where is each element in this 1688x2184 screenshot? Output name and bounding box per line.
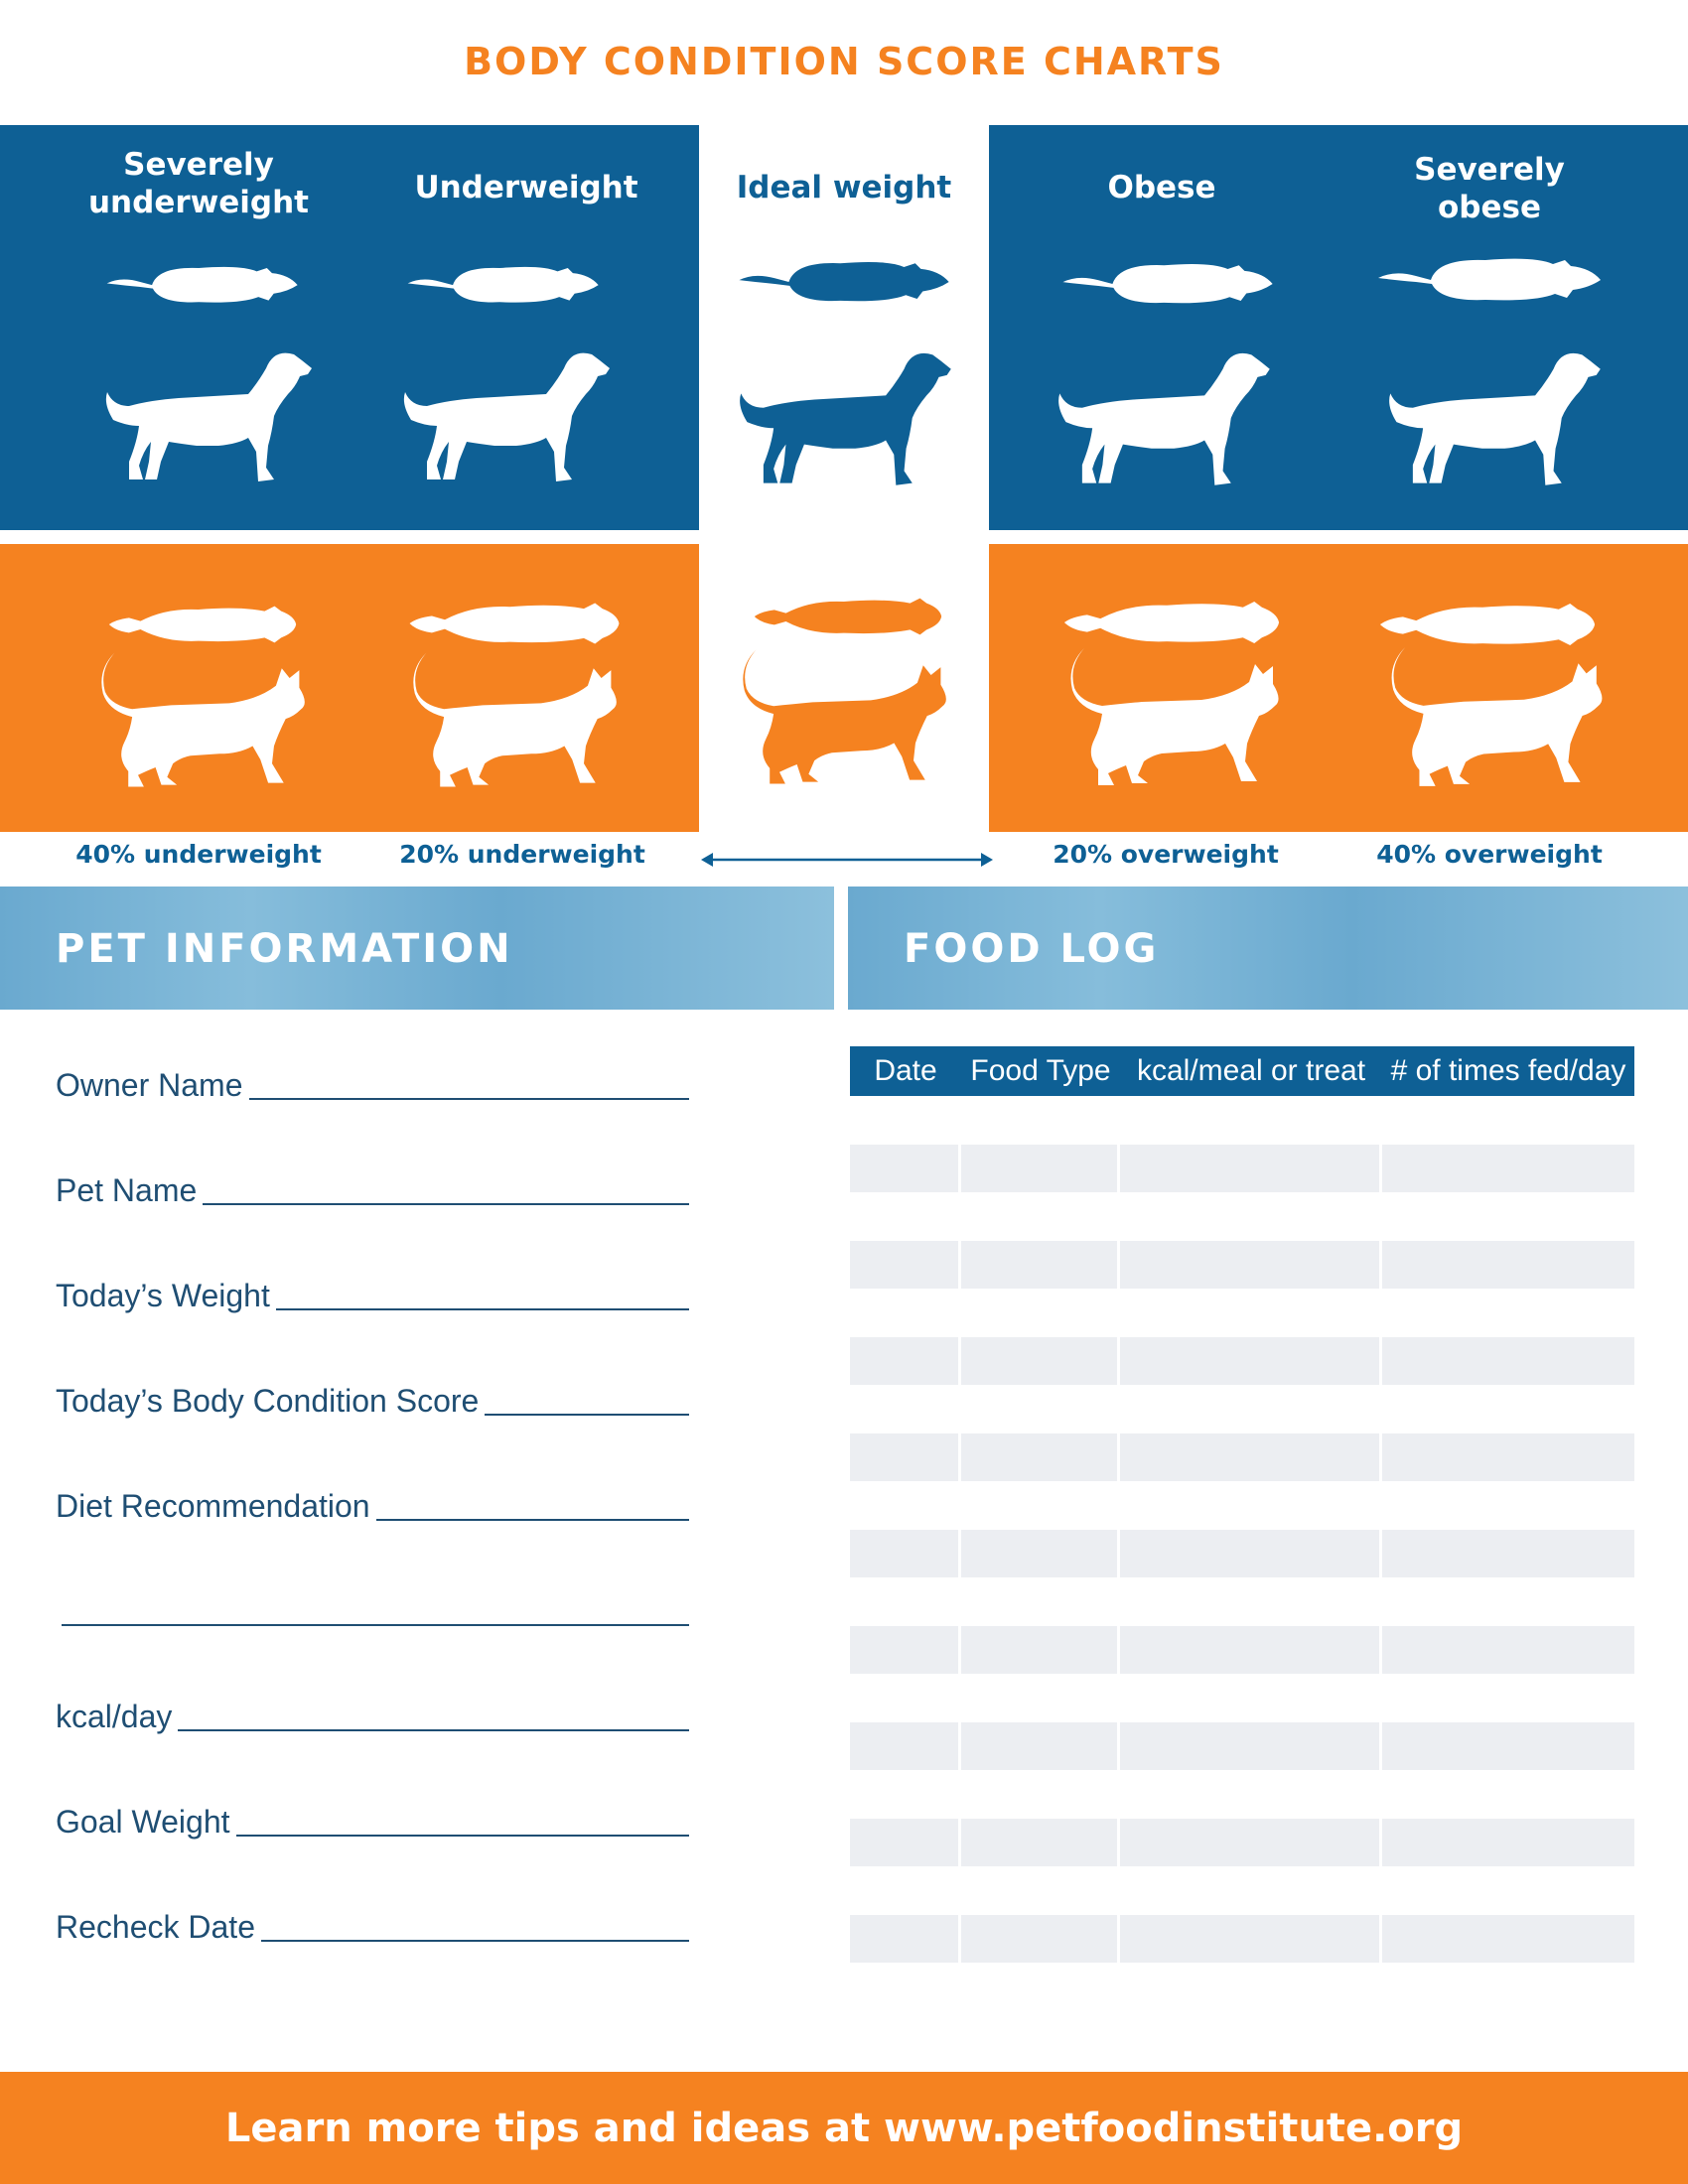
table-cell[interactable] <box>850 1530 958 1577</box>
cat-icon <box>405 647 629 796</box>
table-cell[interactable] <box>1382 1433 1634 1481</box>
table-cell[interactable] <box>1382 1530 1634 1577</box>
dog-icon <box>99 342 318 491</box>
todays-weight-field[interactable] <box>56 1275 689 1314</box>
diet-recommendation-field[interactable] <box>56 1485 689 1525</box>
table-cell[interactable] <box>1382 1626 1634 1674</box>
field-label: kcal/day <box>56 1699 173 1734</box>
pet-name-field[interactable] <box>56 1169 689 1209</box>
table-cell[interactable] <box>961 1433 1117 1481</box>
field-label: Pet Name <box>56 1172 198 1208</box>
category-label-severely-obese: Severely obese <box>1414 152 1565 225</box>
table-row <box>850 1433 1634 1481</box>
table-row <box>850 1915 1634 1963</box>
field-label: Goal Weight <box>56 1804 230 1840</box>
table-cell[interactable] <box>1382 1241 1634 1289</box>
table-cell[interactable] <box>961 1626 1117 1674</box>
table-cell[interactable] <box>1120 1530 1379 1577</box>
table-cell[interactable] <box>850 1433 958 1481</box>
table-cell[interactable] <box>1120 1433 1379 1481</box>
field-label: Diet Recommendation <box>56 1488 370 1524</box>
table-cell[interactable] <box>961 1530 1117 1577</box>
percent-label-40-under: 40% underweight <box>75 840 322 869</box>
table-cell[interactable] <box>1120 1722 1379 1770</box>
table-cell[interactable] <box>1382 1337 1634 1385</box>
table-cell[interactable] <box>1382 1819 1634 1866</box>
dog-icon <box>1382 342 1607 495</box>
table-row <box>850 1530 1634 1577</box>
diet-recommendation-continued-field[interactable] <box>56 1590 689 1630</box>
table-cell[interactable] <box>961 1915 1117 1963</box>
table-cell[interactable] <box>850 1722 958 1770</box>
rat-topview-icon <box>1055 252 1283 318</box>
cat-icon <box>1382 643 1616 794</box>
pet-information-header <box>0 887 834 1010</box>
food-log-table <box>850 1046 1634 1963</box>
category-label-ideal-weight: Ideal weight <box>736 170 952 205</box>
table-row <box>850 1626 1634 1674</box>
percent-label-20-over: 20% overweight <box>1053 840 1279 869</box>
category-label-severely-underweight: Severely underweight <box>87 147 309 220</box>
field-label: Owner Name <box>56 1067 243 1103</box>
column-header-times-fed: # of times fed/day <box>1390 1054 1626 1087</box>
column-header-food-type: Food Type <box>970 1054 1111 1087</box>
rat-topview-icon <box>1376 244 1605 318</box>
column-header-date: Date <box>874 1054 937 1087</box>
cat-icon <box>735 643 958 794</box>
table-cell[interactable] <box>961 1722 1117 1770</box>
table-row <box>850 1337 1634 1385</box>
rat-topview-icon <box>731 250 959 316</box>
field-label: Today’s Body Condition Score <box>56 1383 480 1419</box>
dog-icon <box>1047 342 1281 495</box>
table-cell[interactable] <box>1120 1626 1379 1674</box>
cat-topview-icon <box>405 596 624 651</box>
double-arrow-icon <box>701 848 993 872</box>
table-row <box>850 1819 1634 1866</box>
table-cell[interactable] <box>1382 1915 1634 1963</box>
cat-icon <box>1062 643 1291 794</box>
table-cell[interactable] <box>961 1819 1117 1866</box>
body-condition-score-field[interactable] <box>56 1380 689 1420</box>
table-cell[interactable] <box>961 1337 1117 1385</box>
table-cell[interactable] <box>850 1626 958 1674</box>
cat-topview-icon <box>93 600 312 649</box>
table-cell[interactable] <box>1120 1337 1379 1385</box>
footer-text[interactable]: Learn more tips and ideas at www.petfoodinstitute.org <box>224 2105 1464 2151</box>
food-log-header-row <box>850 1046 1634 1096</box>
percent-label-20-under: 20% underweight <box>399 840 645 869</box>
table-cell[interactable] <box>1382 1145 1634 1192</box>
pet-information-heading: PET INFORMATION <box>56 926 513 972</box>
table-cell[interactable] <box>850 1241 958 1289</box>
percent-label-40-over: 40% overweight <box>1376 840 1603 869</box>
table-row <box>850 1145 1634 1192</box>
table-cell[interactable] <box>1120 1145 1379 1192</box>
table-cell[interactable] <box>850 1145 958 1192</box>
food-log-heading: FOOD LOG <box>904 926 1160 972</box>
table-row <box>850 1722 1634 1770</box>
cat-icon <box>93 647 317 796</box>
table-cell[interactable] <box>1120 1241 1379 1289</box>
category-label-underweight: Underweight <box>414 170 638 205</box>
table-cell[interactable] <box>850 1819 958 1866</box>
table-cell[interactable] <box>1382 1722 1634 1770</box>
field-label: Today’s Weight <box>56 1278 270 1313</box>
category-label-obese: Obese <box>1107 170 1216 205</box>
rat-topview-icon <box>91 256 315 316</box>
table-row <box>850 1241 1634 1289</box>
table-cell[interactable] <box>1120 1819 1379 1866</box>
rat-topview-icon <box>392 256 616 316</box>
dog-icon <box>397 342 616 491</box>
owner-name-field[interactable] <box>56 1064 689 1104</box>
footer-banner <box>0 2072 1688 2184</box>
cat-topview-icon <box>739 592 957 641</box>
table-cell[interactable] <box>850 1915 958 1963</box>
column-header-kcal: kcal/meal or treat <box>1136 1054 1366 1087</box>
table-cell[interactable] <box>961 1241 1117 1289</box>
recheck-date-field[interactable] <box>56 1906 689 1946</box>
food-log-header <box>848 887 1688 1010</box>
kcal-per-day-field[interactable] <box>56 1696 689 1735</box>
page-title: BODY CONDITION SCORE CHARTS <box>464 40 1224 83</box>
table-cell[interactable] <box>850 1337 958 1385</box>
table-cell[interactable] <box>1120 1915 1379 1963</box>
table-cell[interactable] <box>961 1145 1117 1192</box>
goal-weight-field[interactable] <box>56 1801 689 1841</box>
dog-icon <box>733 342 957 495</box>
field-label: Recheck Date <box>56 1909 255 1945</box>
